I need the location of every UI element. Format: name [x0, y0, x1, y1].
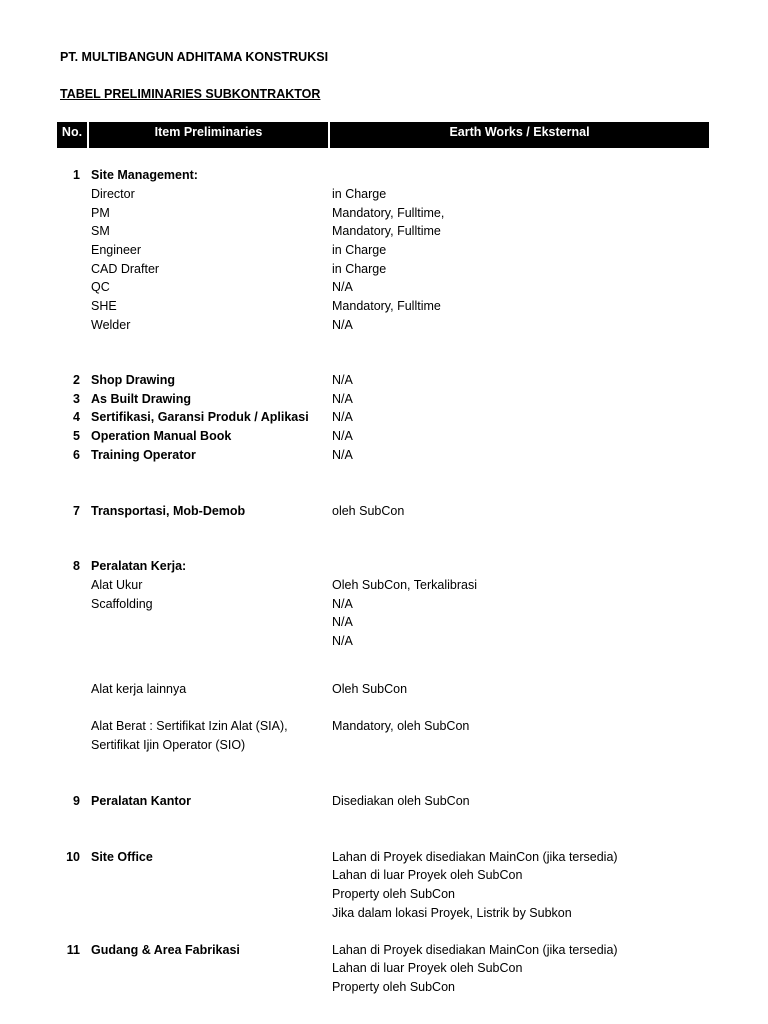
- item-sertifikasi: Sertifikasi, Garansi Produk / Aplikasi: [91, 410, 309, 424]
- value-she: Mandatory, Fulltime: [332, 299, 441, 313]
- value-site-office-3: Property oleh SubCon: [332, 887, 455, 901]
- item-training-operator: Training Operator: [91, 448, 196, 462]
- item-alat-berat-line-2: Sertifikat Ijin Operator (SIO): [91, 738, 246, 752]
- row-number: 4: [73, 410, 80, 424]
- value-site-office-1: Lahan di Proyek disediakan MainCon (jika tersedia): [332, 850, 618, 864]
- row-number: 1: [73, 168, 80, 182]
- item-engineer: Engineer: [91, 243, 142, 257]
- value-gudang-1: Lahan di Proyek disediakan MainCon (jika tersedia): [332, 943, 618, 957]
- value-cad-drafter: in Charge: [332, 262, 387, 276]
- item-alat-ukur: Alat Ukur: [91, 578, 143, 592]
- value-scaffolding-1: N/A: [332, 597, 353, 611]
- value-engineer: in Charge: [332, 243, 387, 257]
- value-welder: N/A: [332, 318, 353, 332]
- value-scaffolding-3: N/A: [332, 634, 353, 648]
- item-operation-manual-book: Operation Manual Book: [91, 429, 232, 443]
- item-sm: SM: [91, 224, 110, 238]
- value-sertifikasi: N/A: [332, 410, 353, 424]
- item-pm: PM: [91, 206, 110, 220]
- item-alat-kerja-lainnya: Alat kerja lainnya: [91, 682, 187, 696]
- header-item-preliminaries: Item Preliminaries: [89, 122, 328, 148]
- value-transportasi: oleh SubCon: [332, 504, 405, 518]
- value-scaffolding-2: N/A: [332, 615, 353, 629]
- table-title: TABEL PRELIMINARIES SUBKONTRAKTOR: [60, 87, 321, 101]
- value-director: in Charge: [332, 187, 387, 201]
- value-sm: Mandatory, Fulltime: [332, 224, 441, 238]
- item-she: SHE: [91, 299, 117, 313]
- item-gudang-area-fabrikasi: Gudang & Area Fabrikasi: [91, 943, 240, 957]
- row-number: 2: [73, 373, 80, 387]
- row-number: 10: [66, 850, 80, 864]
- value-operation-manual-book: N/A: [332, 429, 353, 443]
- value-as-built-drawing: N/A: [332, 392, 353, 406]
- value-alat-ukur: Oleh SubCon, Terkalibrasi: [332, 578, 477, 592]
- row-number: 3: [73, 392, 80, 406]
- header-earth-works: Earth Works / Eksternal: [330, 122, 709, 148]
- header-no: No.: [57, 122, 87, 148]
- value-gudang-3: Property oleh SubCon: [332, 980, 455, 994]
- row-number: 5: [73, 429, 80, 443]
- value-alat-kerja-lainnya: Oleh SubCon: [332, 682, 408, 696]
- item-director: Director: [91, 187, 135, 201]
- value-pm: Mandatory, Fulltime,: [332, 206, 445, 220]
- row-number: 11: [66, 943, 80, 957]
- value-qc: N/A: [332, 280, 353, 294]
- item-scaffolding: Scaffolding: [91, 597, 153, 611]
- value-alat-berat: Mandatory, oleh SubCon: [332, 719, 470, 733]
- section-title-peralatan-kerja: Peralatan Kerja:: [91, 559, 187, 573]
- item-peralatan-kantor: Peralatan Kantor: [91, 794, 192, 808]
- item-welder: Welder: [91, 318, 131, 332]
- row-number: 8: [73, 559, 80, 573]
- item-as-built-drawing: As Built Drawing: [91, 392, 192, 406]
- value-site-office-2: Lahan di luar Proyek oleh SubCon: [332, 868, 523, 882]
- item-transportasi: Transportasi, Mob-Demob: [91, 504, 246, 518]
- value-peralatan-kantor: Disediakan oleh SubCon: [332, 794, 470, 808]
- item-site-office: Site Office: [91, 850, 153, 864]
- item-cad-drafter: CAD Drafter: [91, 262, 160, 276]
- item-shop-drawing: Shop Drawing: [91, 373, 176, 387]
- row-number: 7: [73, 504, 80, 518]
- section-title-site-management: Site Management:: [91, 168, 198, 182]
- item-qc: QC: [91, 280, 110, 294]
- item-alat-berat-line-1: Alat Berat : Sertifikat Izin Alat (SIA),: [91, 719, 288, 733]
- company-name: PT. MULTIBANGUN ADHITAMA KONSTRUKSI: [60, 50, 329, 64]
- value-gudang-2: Lahan di luar Proyek oleh SubCon: [332, 961, 523, 975]
- value-site-office-4: Jika dalam lokasi Proyek, Listrik by Subkon: [332, 906, 572, 920]
- row-number: 6: [73, 448, 80, 462]
- value-training-operator: N/A: [332, 448, 353, 462]
- row-number: 9: [73, 794, 80, 808]
- value-shop-drawing: N/A: [332, 373, 353, 387]
